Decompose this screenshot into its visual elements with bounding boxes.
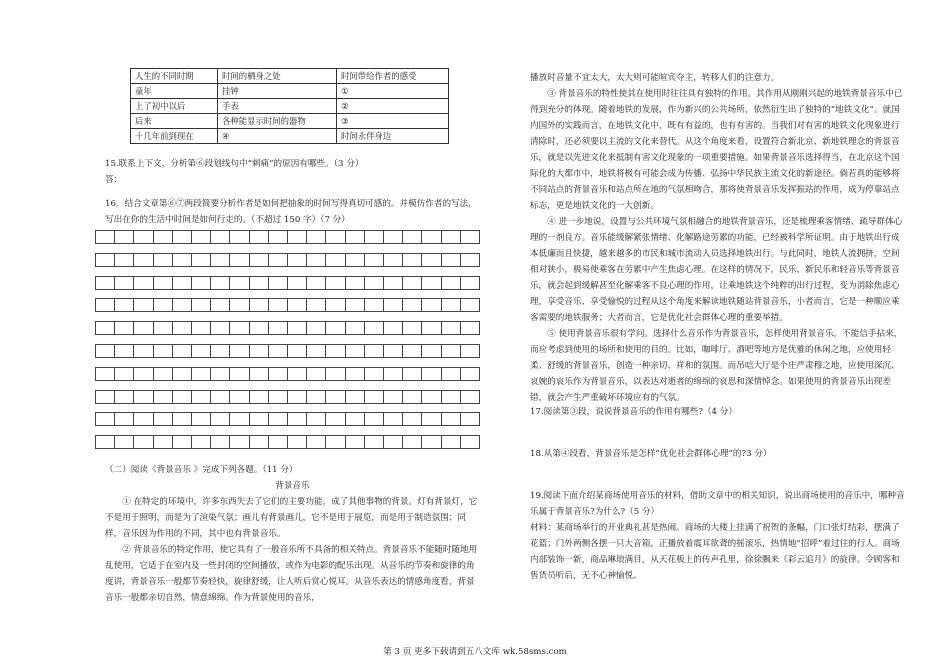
grid-cell[interactable] [383, 367, 402, 381]
grid-cell[interactable] [153, 298, 172, 312]
grid-cell[interactable] [402, 390, 421, 404]
grid-cell[interactable] [306, 253, 325, 267]
grid-cell[interactable] [402, 230, 421, 244]
grid-cell[interactable] [383, 253, 402, 267]
grid-cell[interactable] [383, 298, 402, 312]
grid-cell[interactable] [153, 230, 172, 244]
grid-row[interactable] [95, 412, 480, 426]
grid-cell[interactable] [191, 435, 210, 449]
grid-cell[interactable] [133, 344, 152, 358]
grid-cell[interactable] [268, 253, 287, 267]
grid-cell[interactable] [441, 298, 460, 312]
grid-cell[interactable] [114, 321, 133, 335]
grid-cell[interactable] [172, 321, 191, 335]
grid-cell[interactable] [325, 321, 344, 335]
grid-cell[interactable] [95, 253, 114, 267]
grid-cell[interactable] [249, 230, 268, 244]
grid-cell[interactable] [249, 276, 268, 290]
grid-cell[interactable] [383, 435, 402, 449]
grid-cell[interactable] [441, 253, 460, 267]
grid-cell[interactable] [421, 298, 440, 312]
grid-cell[interactable] [133, 367, 152, 381]
grid-cell[interactable] [345, 412, 364, 426]
grid-cell[interactable] [114, 367, 133, 381]
grid-cell[interactable] [191, 253, 210, 267]
table-cell: 上了初中以后 [131, 99, 218, 114]
grid-cell[interactable] [383, 321, 402, 335]
grid-cell[interactable] [268, 298, 287, 312]
grid-cell[interactable] [114, 390, 133, 404]
grid-cell[interactable] [191, 230, 210, 244]
grid-cell[interactable] [114, 412, 133, 426]
grid-cell[interactable] [95, 367, 114, 381]
grid-cell[interactable] [325, 230, 344, 244]
grid-cell[interactable] [268, 276, 287, 290]
grid-cell[interactable] [268, 390, 287, 404]
paragraph-1: ① 在特定的环境中，许多东西失去了它们的主要功能，成了其他事物的背景。灯有背景灯，它不是用于照明，而是为了渲染气氛；画儿有背景画儿，它不是用于展览，而是用于制造氛围；同样，音乐因为作用的不同，其中也有背景音乐。 [105, 497, 478, 539]
grid-cell[interactable] [229, 435, 248, 449]
grid-row[interactable] [95, 230, 480, 244]
grid-cell[interactable] [210, 230, 229, 244]
grid-cell[interactable] [95, 435, 114, 449]
grid-cell[interactable] [172, 298, 191, 312]
grid-cell[interactable] [210, 435, 229, 449]
answer-label: 答： [105, 175, 123, 185]
grid-cell[interactable] [114, 253, 133, 267]
grid-cell[interactable] [133, 412, 152, 426]
grid-cell[interactable] [287, 367, 306, 381]
grid-cell[interactable] [191, 321, 210, 335]
grid-cell[interactable] [191, 412, 210, 426]
grid-cell[interactable] [191, 344, 210, 358]
grid-cell[interactable] [114, 276, 133, 290]
grid-row[interactable] [95, 321, 480, 335]
grid-cell[interactable] [153, 435, 172, 449]
grid-cell[interactable] [402, 276, 421, 290]
grid-cell[interactable] [364, 276, 383, 290]
table-header-row [131, 69, 449, 84]
grid-cell[interactable] [325, 367, 344, 381]
grid-cell[interactable] [306, 276, 325, 290]
grid-cell[interactable] [306, 298, 325, 312]
grid-cell[interactable] [95, 276, 114, 290]
grid-cell[interactable] [287, 298, 306, 312]
grid-cell[interactable] [210, 298, 229, 312]
grid-cell[interactable] [402, 321, 421, 335]
grid-cell[interactable] [287, 412, 306, 426]
grid-cell[interactable] [441, 367, 460, 381]
grid-cell[interactable] [383, 390, 402, 404]
grid-row[interactable] [95, 276, 480, 290]
grid-cell[interactable] [441, 230, 460, 244]
grid-cell[interactable] [345, 344, 364, 358]
grid-cell[interactable] [191, 298, 210, 312]
article-title: 背景音乐 [275, 481, 310, 491]
grid-cell[interactable] [172, 230, 191, 244]
grid-cell[interactable] [460, 344, 480, 358]
grid-cell[interactable] [210, 253, 229, 267]
grid-cell[interactable] [172, 435, 191, 449]
grid-cell[interactable] [345, 390, 364, 404]
grid-cell[interactable] [133, 435, 152, 449]
grid-cell[interactable] [441, 344, 460, 358]
grid-cell[interactable] [229, 390, 248, 404]
grid-cell[interactable] [249, 253, 268, 267]
grid-cell[interactable] [229, 412, 248, 426]
grid-cell[interactable] [153, 253, 172, 267]
grid-cell[interactable] [325, 276, 344, 290]
grid-cell[interactable] [441, 412, 460, 426]
table-cell: ③ [337, 114, 449, 129]
question-17: 17.阅读第③段，说说背景音乐的作用有哪些?（4 分） [530, 407, 737, 417]
table-cell: 童年 [131, 84, 218, 99]
grid-cell[interactable] [345, 435, 364, 449]
grid-cell[interactable] [460, 390, 480, 404]
grid-row[interactable] [95, 298, 480, 312]
grid-cell[interactable] [421, 276, 440, 290]
question-19: 19.阅读下面介绍某商场使用音乐的材料，借助文章中的相关知识，说出商场使用的音乐中，哪种音乐属于背景音乐?为什么?（5 分） [530, 491, 905, 517]
grid-cell[interactable] [268, 344, 287, 358]
grid-cell[interactable] [460, 298, 480, 312]
grid-cell[interactable] [172, 412, 191, 426]
grid-cell[interactable] [460, 253, 480, 267]
grid-cell[interactable] [268, 412, 287, 426]
table-row [131, 99, 449, 114]
grid-cell[interactable] [287, 253, 306, 267]
grid-cell[interactable] [421, 435, 440, 449]
grid-cell[interactable] [364, 435, 383, 449]
grid-cell[interactable] [229, 253, 248, 267]
grid-cell[interactable] [133, 253, 152, 267]
grid-cell[interactable] [172, 390, 191, 404]
grid-cell[interactable] [191, 390, 210, 404]
grid-cell[interactable] [210, 390, 229, 404]
grid-cell[interactable] [460, 412, 480, 426]
grid-cell[interactable] [114, 435, 133, 449]
grid-cell[interactable] [306, 435, 325, 449]
paragraph-2-continued: 播放时音量不宜太大，太大则可能喧宾夺主，转移人们的注意力。 [530, 73, 780, 83]
grid-cell[interactable] [172, 344, 191, 358]
grid-cell[interactable] [364, 253, 383, 267]
grid-cell[interactable] [402, 412, 421, 426]
grid-cell[interactable] [153, 412, 172, 426]
grid-cell[interactable] [364, 367, 383, 381]
grid-cell[interactable] [268, 367, 287, 381]
grid-cell[interactable] [460, 276, 480, 290]
grid-cell[interactable] [210, 412, 229, 426]
grid-cell[interactable] [306, 412, 325, 426]
grid-cell[interactable] [345, 298, 364, 312]
table-row [131, 129, 449, 144]
grid-cell[interactable] [402, 367, 421, 381]
grid-cell[interactable] [268, 230, 287, 244]
table-cell: ① [337, 84, 449, 99]
reading-table [130, 68, 449, 144]
grid-cell[interactable] [421, 367, 440, 381]
grid-cell[interactable] [364, 390, 383, 404]
grid-cell[interactable] [95, 298, 114, 312]
grid-cell[interactable] [114, 344, 133, 358]
grid-row[interactable] [95, 253, 480, 267]
grid-row[interactable] [95, 367, 480, 381]
grid-cell[interactable] [345, 230, 364, 244]
grid-cell[interactable] [287, 321, 306, 335]
grid-cell[interactable] [249, 435, 268, 449]
grid-cell[interactable] [441, 390, 460, 404]
grid-cell[interactable] [460, 321, 480, 335]
grid-cell[interactable] [210, 344, 229, 358]
grid-cell[interactable] [172, 367, 191, 381]
grid-cell[interactable] [460, 367, 480, 381]
grid-cell[interactable] [287, 435, 306, 449]
grid-cell[interactable] [421, 390, 440, 404]
grid-cell[interactable] [133, 276, 152, 290]
grid-cell[interactable] [95, 344, 114, 358]
grid-cell[interactable] [306, 390, 325, 404]
grid-cell[interactable] [383, 344, 402, 358]
table-cell: 各种能显示时间的器物 [218, 114, 337, 129]
grid-cell[interactable] [460, 435, 480, 449]
grid-cell[interactable] [229, 276, 248, 290]
grid-cell[interactable] [95, 321, 114, 335]
grid-cell[interactable] [133, 390, 152, 404]
grid-cell[interactable] [153, 367, 172, 381]
grid-cell[interactable] [229, 321, 248, 335]
table-header: 人生的不同时期 [131, 69, 218, 84]
grid-row[interactable] [95, 435, 480, 449]
grid-cell[interactable] [383, 230, 402, 244]
grid-cell[interactable] [229, 298, 248, 312]
grid-cell[interactable] [383, 412, 402, 426]
grid-cell[interactable] [287, 344, 306, 358]
table-cell: 时间永伴身边 [337, 129, 449, 144]
table-cell: 挂钟 [218, 84, 337, 99]
grid-cell[interactable] [210, 321, 229, 335]
table-cell: 十几年前到现在 [131, 129, 218, 144]
paragraph-3: ③ 背景音乐的特性使其在使用时往往具有独特的作用。其作用从刚刚兴起的地铁背景音乐中已得到充分的体现。随着地铁的发展，作为新兴的公共场所，依然衍生出了独特的“地铁文化”。就国内国外的实践而言，在地铁文化中，既有有益的，也有有害的。当我们对有害的地铁文化现象进行清除时，还必须要以主流的文化来替代。从这个角度来看，设置符合新北京、新地铁理念的背景音乐，就是以先进文化来抵制有害文化现象的一项重要措施。如果背景音乐选择得当，在北京这个国际化的大都市中，地铁将极有可能会成为传播、弘扬中华民族主流文化的新途径。倘若真的能够将不同站点的背景音乐和站点所在地的气氛相吻合，那将使背景音乐发挥振站的作用，成为停靠站点标志，更是地铁文化的一大创新。 [530, 89, 903, 211]
grid-cell[interactable] [364, 344, 383, 358]
writing-grid[interactable] [95, 230, 480, 460]
grid-cell[interactable] [345, 253, 364, 267]
grid-cell[interactable] [325, 253, 344, 267]
grid-cell[interactable] [421, 321, 440, 335]
grid-cell[interactable] [325, 412, 344, 426]
grid-cell[interactable] [345, 367, 364, 381]
grid-cell[interactable] [402, 344, 421, 358]
paragraph-5: ⑤ 使用背景音乐很有学问。选择什么音乐作为背景音乐，怎样使用背景音乐，不能信手拈来，而应考虑到使用的场所和使用的目的。比如，咖啡厅、酒吧等地方是优雅的休闲之地，应使用轻柔、舒缓的背景音乐，创造一种亲切、祥和的氛围。而吊唁大厅是个庄严肃穆之地，应使用深沉、哀婉的哀乐作为背景音乐，以表达对逝者的绵绵的哀思和深情悼念。如果使用的背景音乐出现差错，就会产生严重破坏环境应有的气氛。 [530, 329, 903, 403]
grid-cell[interactable] [364, 321, 383, 335]
table-cell: ② [337, 99, 449, 114]
grid-cell[interactable] [153, 276, 172, 290]
grid-cell[interactable] [229, 367, 248, 381]
table-header: 时间带给作者的感受 [337, 69, 449, 84]
grid-cell[interactable] [249, 390, 268, 404]
grid-cell[interactable] [306, 344, 325, 358]
grid-cell[interactable] [210, 276, 229, 290]
grid-cell[interactable] [172, 253, 191, 267]
table-cell: ④ [218, 129, 337, 144]
table-cell: 手表 [218, 99, 337, 114]
grid-cell[interactable] [402, 253, 421, 267]
grid-cell[interactable] [325, 298, 344, 312]
grid-cell[interactable] [383, 276, 402, 290]
grid-cell[interactable] [229, 230, 248, 244]
grid-cell[interactable] [421, 344, 440, 358]
grid-cell[interactable] [325, 390, 344, 404]
grid-cell[interactable] [153, 321, 172, 335]
table-cell: 后来 [131, 114, 218, 129]
grid-cell[interactable] [229, 344, 248, 358]
page-footer: 第 3 页 更多下载请到五八文库 wk.58sms.com [383, 647, 567, 657]
grid-cell[interactable] [364, 230, 383, 244]
grid-row[interactable] [95, 390, 480, 404]
grid-cell[interactable] [325, 435, 344, 449]
grid-cell[interactable] [460, 230, 480, 244]
grid-cell[interactable] [421, 253, 440, 267]
grid-cell[interactable] [95, 390, 114, 404]
grid-cell[interactable] [191, 367, 210, 381]
grid-cell[interactable] [287, 276, 306, 290]
grid-cell[interactable] [249, 298, 268, 312]
grid-cell[interactable] [133, 230, 152, 244]
question-18: 18.从第④段看，背景音乐是怎样“优化社会群体心理”的?3 分） [530, 449, 772, 459]
grid-cell[interactable] [249, 344, 268, 358]
grid-cell[interactable] [114, 230, 133, 244]
paragraph-4: ④ 进一步地说，设置与公共环境气氛相融合的地铁背景音乐，还是梳理乘客情绪、疏导群体心理的一剂良方。音乐能缓解紧张情绪、化解路途劳累的功能，已经被科学所证明。由于地铁出行成本低廉而且快捷，越来越多的市民和城市流动人员选择地铁出行。与此同时，地铁人流拥挤，空间相对狭小，极易使乘客在劳累中产生焦虑心理。在这样的情况下，民乐、新民乐和轻音乐等背景音乐，就会起到缓解甚至化解乘客不良心理的作用，让乘地铁这个纯粹的出行过程，变为消除焦虑心理，享受音乐、享受愉悦的过程从这个角度来解读地铁随站背景音乐，小者而言，它是一种顺应乘客需要的地铁服务；大者而言，它是优化社会群体心理的重要举措。 [530, 217, 903, 323]
grid-cell[interactable] [441, 276, 460, 290]
grid-cell[interactable] [191, 276, 210, 290]
grid-cell[interactable] [287, 230, 306, 244]
grid-cell[interactable] [210, 367, 229, 381]
grid-cell[interactable] [249, 367, 268, 381]
grid-cell[interactable] [306, 230, 325, 244]
grid-cell[interactable] [441, 321, 460, 335]
question-16: 16．结合文章第⑥⑦两段简要分析作者是如何把抽象的时间写得真切可感的。并模仿作者的写法，写出在你的生活中时间是如何行走的。（不超过 150 字）（7 分） [105, 199, 477, 225]
grid-cell[interactable] [421, 230, 440, 244]
grid-cell[interactable] [306, 367, 325, 381]
question-15: 15.联系上下文，分析第⑥段划线句中“刺痛”的原因有哪些。（3 分） [105, 159, 364, 169]
grid-cell[interactable] [441, 435, 460, 449]
grid-cell[interactable] [345, 321, 364, 335]
table-row [131, 84, 449, 99]
grid-cell[interactable] [95, 230, 114, 244]
grid-cell[interactable] [153, 344, 172, 358]
material-text: 材料：某商场举行的开业典礼甚是热闹。商场的大楼上挂满了祝贺的条幅，门口张灯结彩，摆满了花篮；门外两侧各摆一只大音箱，正播放着震耳欲聋的摇滚乐，热情地“招呼”着过往的行人。商场内部装饰一新，商品琳琅满目，从天花板上的传声孔里，徐徐飘来《彩云追月》的旋律。令顾客和售货员听后，无不心神愉悦。 [530, 523, 900, 581]
grid-cell[interactable] [133, 321, 152, 335]
grid-cell[interactable] [402, 298, 421, 312]
grid-cell[interactable] [364, 298, 383, 312]
grid-cell[interactable] [172, 276, 191, 290]
paragraph-2: ② 背景音乐的特定作用，使它具有了一般音乐所不具备的相关特点。背景音乐不能随时随地用乱使用，它适于在室内及一些封闭的空间播放，或作为电影的配乐出现。从音乐的节奏和旋律的角度讲，背景音乐一般都节奏轻快，旋律舒缓，让人听后赏心悦耳。从音乐表达的情感角度看，背景音乐一般都亲切自然，情意绵绵。作为背景使用的音乐， [105, 545, 478, 603]
grid-cell[interactable] [287, 390, 306, 404]
grid-cell[interactable] [249, 321, 268, 335]
grid-cell[interactable] [114, 298, 133, 312]
grid-row[interactable] [95, 344, 480, 358]
grid-cell[interactable] [402, 435, 421, 449]
table-row [131, 114, 449, 129]
grid-cell[interactable] [268, 435, 287, 449]
grid-cell[interactable] [95, 412, 114, 426]
grid-cell[interactable] [153, 390, 172, 404]
grid-cell[interactable] [364, 412, 383, 426]
table-header: 时间的栖身之处 [218, 69, 337, 84]
grid-cell[interactable] [249, 412, 268, 426]
grid-cell[interactable] [268, 321, 287, 335]
grid-cell[interactable] [345, 276, 364, 290]
grid-cell[interactable] [421, 412, 440, 426]
grid-cell[interactable] [325, 344, 344, 358]
section-heading: （二）阅读《背景音乐 》完成下列各题。（11 分） [105, 465, 298, 475]
grid-cell[interactable] [306, 321, 325, 335]
grid-cell[interactable] [133, 298, 152, 312]
